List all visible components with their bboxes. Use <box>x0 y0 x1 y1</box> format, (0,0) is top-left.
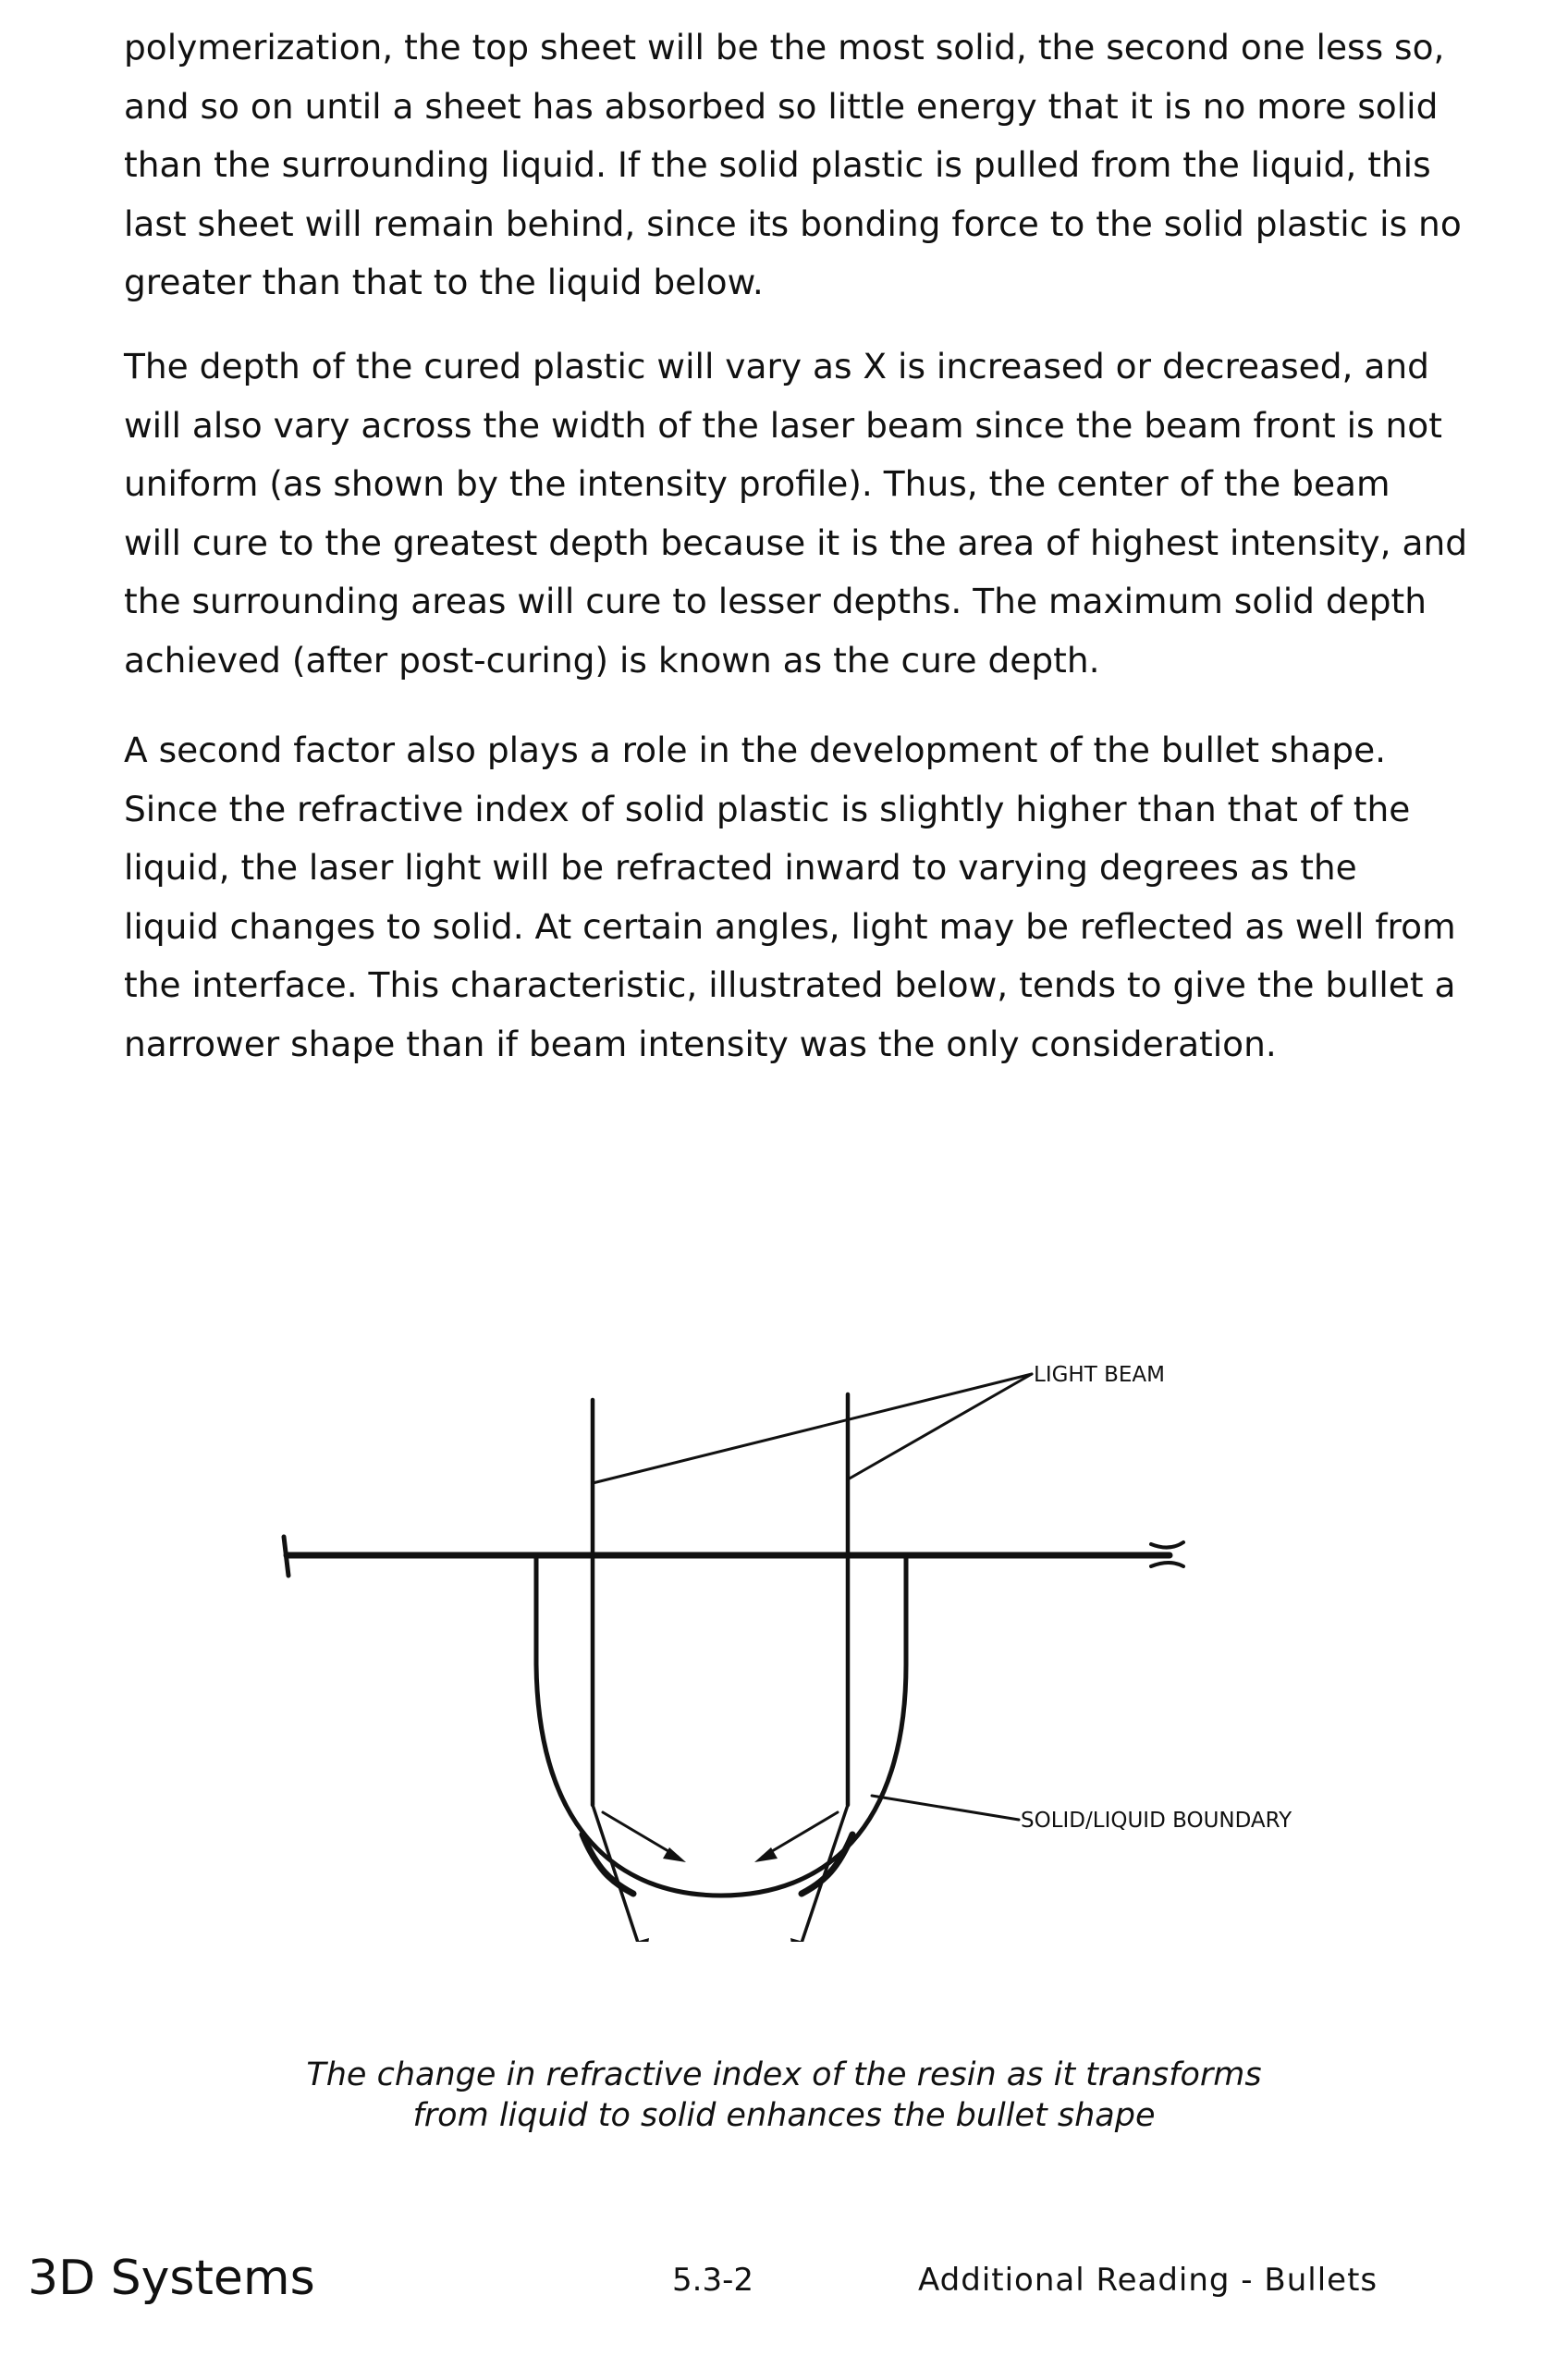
footer-brand: 3D Systems <box>28 2251 315 2306</box>
text-line: narrower shape than if beam intensity was the only consideration. <box>124 1015 1529 1074</box>
text-line: greater than that to the liquid below. <box>124 253 1529 313</box>
document-page <box>0 0 1568 2356</box>
text-line: will cure to the greatest depth because it is the area of highest intensity, and <box>124 514 1529 573</box>
text-line: the surrounding areas will cure to lesser depths. The maximum solid depth <box>124 572 1529 632</box>
footer-section-title: Additional Reading - Bullets <box>918 2262 1378 2299</box>
text-line: polymerization, the top sheet will be the most solid, the second one less so, <box>124 18 1529 78</box>
reflected-ray-right <box>763 1812 838 1857</box>
caption-line: The change in refractive index of the resin as it transforms <box>0 2055 1568 2095</box>
text-line: liquid, the laser light will be refracted inward to varying degrees as the <box>124 839 1529 898</box>
bullet-shape-diagram <box>268 1350 1359 1942</box>
boundary-leader <box>872 1796 1019 1820</box>
paragraph-cure-depth <box>124 337 1529 690</box>
diagram-svg <box>268 1350 1359 1942</box>
text-line: liquid changes to solid. At certain angles, light may be reflected as well from <box>124 898 1529 957</box>
figure-caption <box>0 2055 1568 2136</box>
text-line: than the surrounding liquid. If the solid plastic is pulled from the liquid, this <box>124 136 1529 195</box>
boundary-label: SOLID/LIQUID BOUNDARY <box>1021 1809 1292 1833</box>
text-line: will also vary across the width of the laser beam since the beam front is not <box>124 397 1529 456</box>
surface-left-tick <box>284 1537 288 1576</box>
footer-page-number: 5.3-2 <box>672 2262 753 2299</box>
light-beam-leader-right <box>848 1374 1032 1479</box>
paragraph-polymerization <box>124 18 1529 313</box>
page-footer <box>0 2251 1568 2325</box>
light-beam-leader-left <box>593 1374 1032 1483</box>
text-line: the interface. This characteristic, illustrated below, tends to give the bullet a <box>124 956 1529 1015</box>
light-beam-label: LIGHT BEAM <box>1034 1363 1165 1387</box>
text-line: last sheet will remain behind, since its bonding force to the solid plastic is no <box>124 195 1529 254</box>
text-line: uniform (as shown by the intensity profile). Thus, the center of the beam <box>124 455 1529 514</box>
text-line: and so on until a sheet has absorbed so little energy that it is no more solid <box>124 78 1529 137</box>
text-line: The depth of the cured plastic will vary as X is increased or decreased, and <box>124 337 1529 397</box>
paragraph-refractive-index <box>124 721 1529 1074</box>
reflected-ray-left <box>603 1812 678 1857</box>
text-line: Since the refractive index of solid plastic is slightly higher than that of the <box>124 780 1529 840</box>
caption-line: from liquid to solid enhances the bullet shape <box>0 2095 1568 2136</box>
refracted-ray-left <box>593 1805 643 1942</box>
text-line: achieved (after post-curing) is known as the cure depth. <box>124 632 1529 691</box>
refracted-ray-right <box>797 1805 848 1942</box>
text-line: A second factor also plays a role in the development of the bullet shape. <box>124 721 1529 780</box>
